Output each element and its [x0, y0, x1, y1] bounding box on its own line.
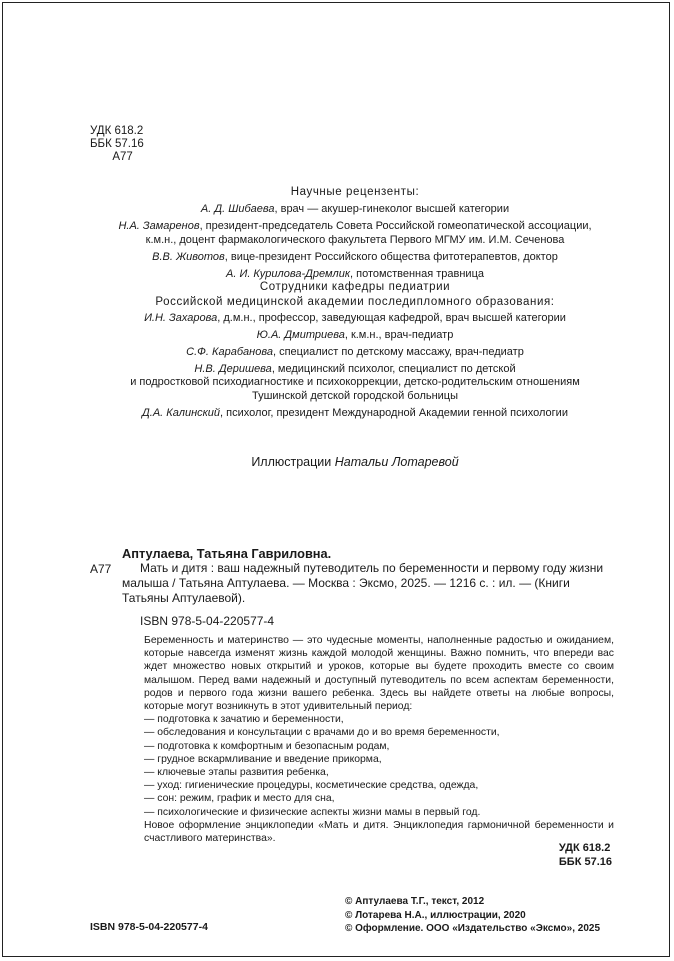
reviewer-line: к.м.н., доцент фармакологического факультета Первого МГМУ им. И.М. Сеченова: [145, 233, 565, 246]
classification-codes: [90, 125, 144, 164]
reviewer-line: В.В. Животов, вице-президент Российского общества фитотерапевтов, доктор: [152, 250, 558, 263]
annotation-list-item: — психологические и физические аспекты жизни мамы в первый год.: [144, 806, 481, 818]
annotation-intro: Беременность и материнство — это чудесные моменты, наполненные радостью и ожиданием, которые навсегда изменят жизнь каждой молодой женщины. Важно помнить, что впереди вас ждет множество новых открытий и уроков, которые вы будете проходить вместе со своим малышом. Перед вами надежный и доступный путеводитель по всем аспектам беременности, родов и первого года жизни вашего ребенка. Здесь вы найдете ответы на любые вопросы, которые могут возникнуть в этот удивительный период:: [144, 635, 614, 713]
department-member-line: Д.А. Калинский, психолог, президент Международной Академии генной психологии: [142, 406, 568, 419]
reviewer-line: А. И. Курилова-Дремлик, потомственная травница: [226, 268, 484, 281]
isbn-line: ISBN 978-5-04-220577-4: [140, 614, 275, 628]
author-mark: А77: [90, 151, 133, 163]
department-heading-2: Российской медицинской академии последипломного образования:: [155, 296, 555, 309]
annotation-list-item: — подготовка к комфортным и безопасным родам,: [144, 740, 390, 752]
bottom-udk: УДК 618.2: [558, 842, 611, 854]
annotation-outro: Новое оформление энциклопедии «Мать и дитя. Энциклопедия гармоничной беременности и счастливого материнства».: [144, 819, 614, 845]
copyright-line: © Оформление. ООО «Издательство «Эксмо», 2025: [345, 923, 601, 935]
illustrations-credit: Иллюстрации Натальи Лотаревой: [251, 455, 459, 469]
bottom-bbk: ББК 57.16: [558, 856, 612, 868]
bibliographic-record: [122, 546, 614, 629]
reviewer-line: Н.А. Замаренов, президент-председатель Совета Российской гомеопатической ассоциации,: [118, 220, 592, 233]
book-description: Мать и дитя : ваш надежный путеводитель по беременности и первому году жизни малыша / Татьяна Аптулаева. — Москва : Эксмо, 2025. — 1216 с. : ил. — (Книги Татьяны Аптулаевой).: [122, 561, 604, 605]
annotation: [144, 634, 614, 845]
annotation-list-item: — подготовка к зачатию и беременности,: [144, 714, 344, 726]
department-member-line: Ю.А. Дмитриева, к.м.н., врач-педиатр: [256, 328, 454, 341]
annotation-list: [144, 713, 614, 819]
isbn-bottom: ISBN 978-5-04-220577-4: [90, 921, 208, 933]
department-member-line: Н.В. Деришева, медицинский психолог, специалист по детской: [194, 363, 516, 376]
annotation-list-item: — ключевые этапы развития ребенка,: [144, 767, 329, 779]
reviewer-line: А. Д. Шибаева, врач — акушер-гинеколог высшей категории: [200, 203, 510, 216]
annotation-list-item: — уход: гигиенические процедуры, косметические средства, одежда,: [144, 780, 479, 792]
annotation-list-item: — грудное вскармливание и введение прикорма,: [144, 753, 382, 765]
udk-code: УДК 618.2: [90, 125, 144, 137]
copyright-line: © Аптулаева Т.Г., текст, 2012: [345, 896, 485, 907]
department-member-line: и подростковой психодиагностике и психокоррекции, детско-родительским отношениям: [130, 376, 580, 389]
department-member-line: Тушинской детской городской больницы: [251, 389, 459, 402]
copyright-block: [345, 895, 600, 936]
a77-mark: А77: [90, 562, 112, 576]
reviewers-heading: Научные рецензенты:: [290, 186, 420, 198]
bottom-classification-codes: [559, 841, 612, 869]
annotation-list-item: — обследования и консультации с врачами до и во время беременности,: [144, 727, 500, 739]
annotation-list-item: — сон: режим, график и место для сна,: [144, 793, 335, 805]
reviewers-block: [90, 186, 620, 420]
department-heading: Сотрудники кафедры педиатрии: [259, 281, 451, 294]
department-member-line: И.Н. Захарова, д.м.н., профессор, заведующая кафедрой, врач высшей категории: [144, 311, 566, 324]
bbk-code: ББК 57.16: [90, 138, 144, 150]
copyright-line: © Лотарева Н.А., иллюстрации, 2020: [345, 909, 526, 921]
department-member-line: С.Ф. Карабанова, специалист по детскому массажу, врач-педиатр: [186, 346, 524, 359]
author-heading: Аптулаева, Татьяна Гавриловна.: [122, 546, 332, 561]
